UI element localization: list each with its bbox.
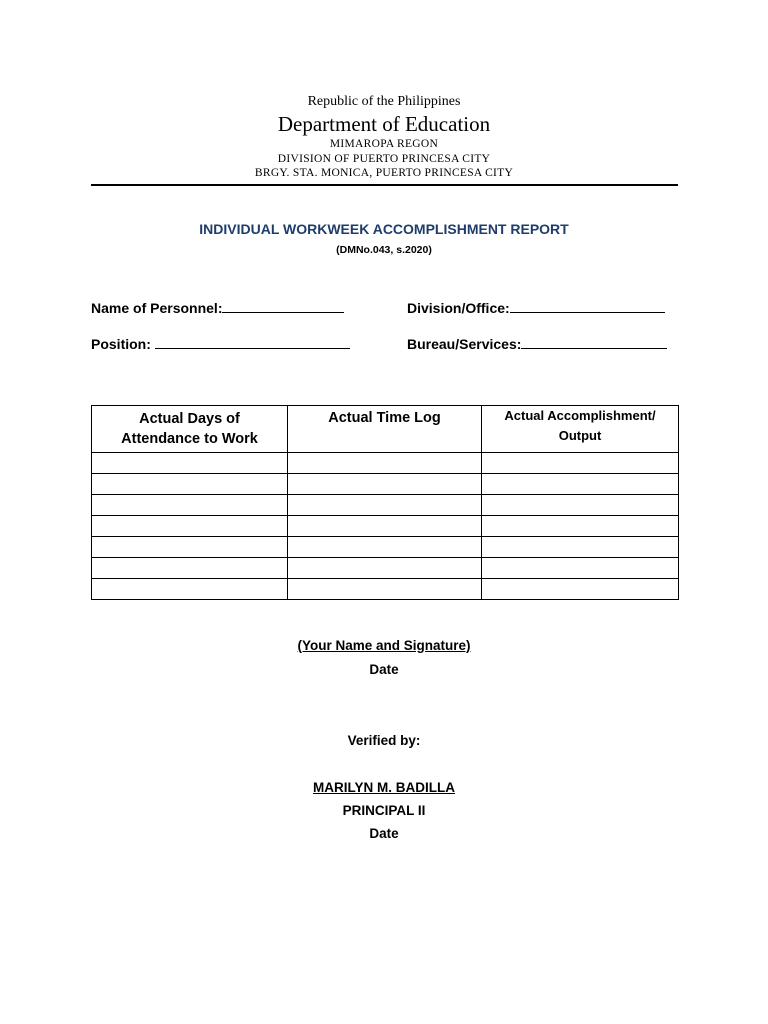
- table-cell[interactable]: [92, 453, 288, 474]
- position-field[interactable]: [91, 335, 350, 352]
- bureau-services-blank[interactable]: [521, 335, 667, 349]
- table-header-row: [92, 406, 679, 453]
- table-cell[interactable]: [288, 537, 482, 558]
- position-blank[interactable]: [155, 335, 350, 349]
- table-cell[interactable]: [482, 516, 679, 537]
- table-cell[interactable]: [92, 558, 288, 579]
- table-cell[interactable]: [482, 558, 679, 579]
- header-division: DIVISION OF PUERTO PRINCESA CITY: [277, 153, 491, 165]
- header-region: MIMAROPA REGON: [329, 138, 439, 150]
- table-row: [92, 474, 679, 495]
- header-department: Department of Education: [277, 112, 491, 136]
- header-address: BRGY. STA. MONICA, PUERTO PRINCESA CITY: [254, 167, 514, 179]
- name-of-personnel-label: Name of Personnel:: [91, 300, 223, 316]
- table-cell[interactable]: [92, 579, 288, 600]
- name-and-signature-line: (Your Name and Signature): [297, 638, 471, 653]
- bureau-services-label: Bureau/Services:: [407, 336, 522, 352]
- table-cell[interactable]: [92, 537, 288, 558]
- table-row: [92, 558, 679, 579]
- report-title: INDIVIDUAL WORKWEEK ACCOMPLISHMENT REPORT: [199, 221, 569, 237]
- bureau-services-field[interactable]: [407, 335, 667, 352]
- table-row: [92, 579, 679, 600]
- table-row: [92, 495, 679, 516]
- principal-position: PRINCIPAL II: [342, 803, 426, 818]
- table-cell[interactable]: [92, 516, 288, 537]
- principal-date-label: Date: [369, 826, 399, 841]
- report-reference: (DMNo.043, s.2020): [336, 244, 432, 256]
- division-office-blank[interactable]: [510, 299, 665, 313]
- name-of-personnel-blank[interactable]: [222, 299, 344, 313]
- accomplishment-table: [91, 405, 679, 600]
- table-cell[interactable]: [482, 474, 679, 495]
- table-cell[interactable]: [482, 537, 679, 558]
- table-row: [92, 516, 679, 537]
- position-label: Position:: [91, 336, 151, 352]
- table-row: [92, 453, 679, 474]
- header-country: Republic of the Philippines: [307, 94, 461, 109]
- table-cell[interactable]: [288, 453, 482, 474]
- table-cell[interactable]: [288, 516, 482, 537]
- table-cell[interactable]: [482, 579, 679, 600]
- table-cell[interactable]: [482, 495, 679, 516]
- signature-date-label: Date: [369, 662, 399, 677]
- column-header-time-log: Actual Time Log: [288, 406, 482, 453]
- table-cell[interactable]: [288, 579, 482, 600]
- table-cell[interactable]: [288, 495, 482, 516]
- division-office-label: Division/Office:: [407, 300, 510, 316]
- division-office-field[interactable]: [407, 299, 665, 316]
- table-row: [92, 537, 679, 558]
- column-header-accomplishment: Actual Accomplishment/ Output: [482, 406, 679, 453]
- table-cell[interactable]: [288, 558, 482, 579]
- table-cell[interactable]: [92, 495, 288, 516]
- column-header-attendance: Actual Days of Attendance to Work: [92, 406, 288, 453]
- name-of-personnel-field[interactable]: [91, 299, 344, 316]
- table-cell[interactable]: [482, 453, 679, 474]
- table-cell[interactable]: [92, 474, 288, 495]
- header-divider: [91, 184, 678, 186]
- principal-name: MARILYN M. BADILLA: [313, 780, 455, 795]
- verified-by-label: Verified by:: [347, 733, 421, 748]
- table-cell[interactable]: [288, 474, 482, 495]
